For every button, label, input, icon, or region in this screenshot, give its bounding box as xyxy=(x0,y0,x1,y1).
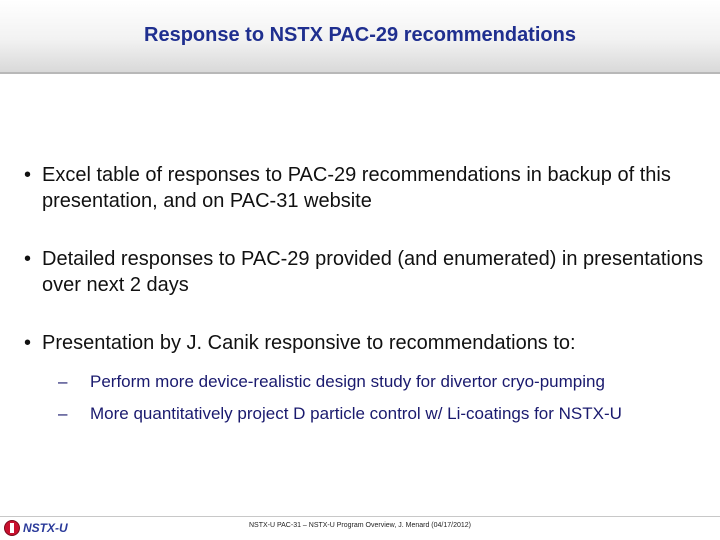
bullet-canik-text: Presentation by J. Canik responsive to recommendations to: xyxy=(42,332,576,354)
bullet-excel-table: • Excel table of responses to PAC-29 recommendations in backup of this presentation, and on PAC-31 website xyxy=(24,162,704,214)
slide-title: Response to NSTX PAC-29 recommendations xyxy=(144,24,576,46)
bullet-canik-presentation xyxy=(24,330,704,426)
nstx-u-logo-text: NSTX-U xyxy=(23,521,68,535)
sub-bullet-cryo-pumping: – Perform more device-realistic design study for divertor cryo-pumping xyxy=(58,370,704,394)
sub-bullet-list xyxy=(42,370,704,426)
bullet-detailed-responses: • Detailed responses to PAC-29 provided (and enumerated) in presentations over next 2 days xyxy=(24,246,704,298)
footer-caption: NSTX-U PAC-31 – NSTX-U Program Overview, J. Menard (04/17/2012) xyxy=(248,522,471,529)
title-divider xyxy=(0,72,720,74)
sub-bullet-li-coatings: – More quantitatively project D particle control w/ Li-coatings for NSTX-U xyxy=(58,402,704,426)
slide-body xyxy=(24,162,704,434)
footer-divider xyxy=(0,516,720,517)
